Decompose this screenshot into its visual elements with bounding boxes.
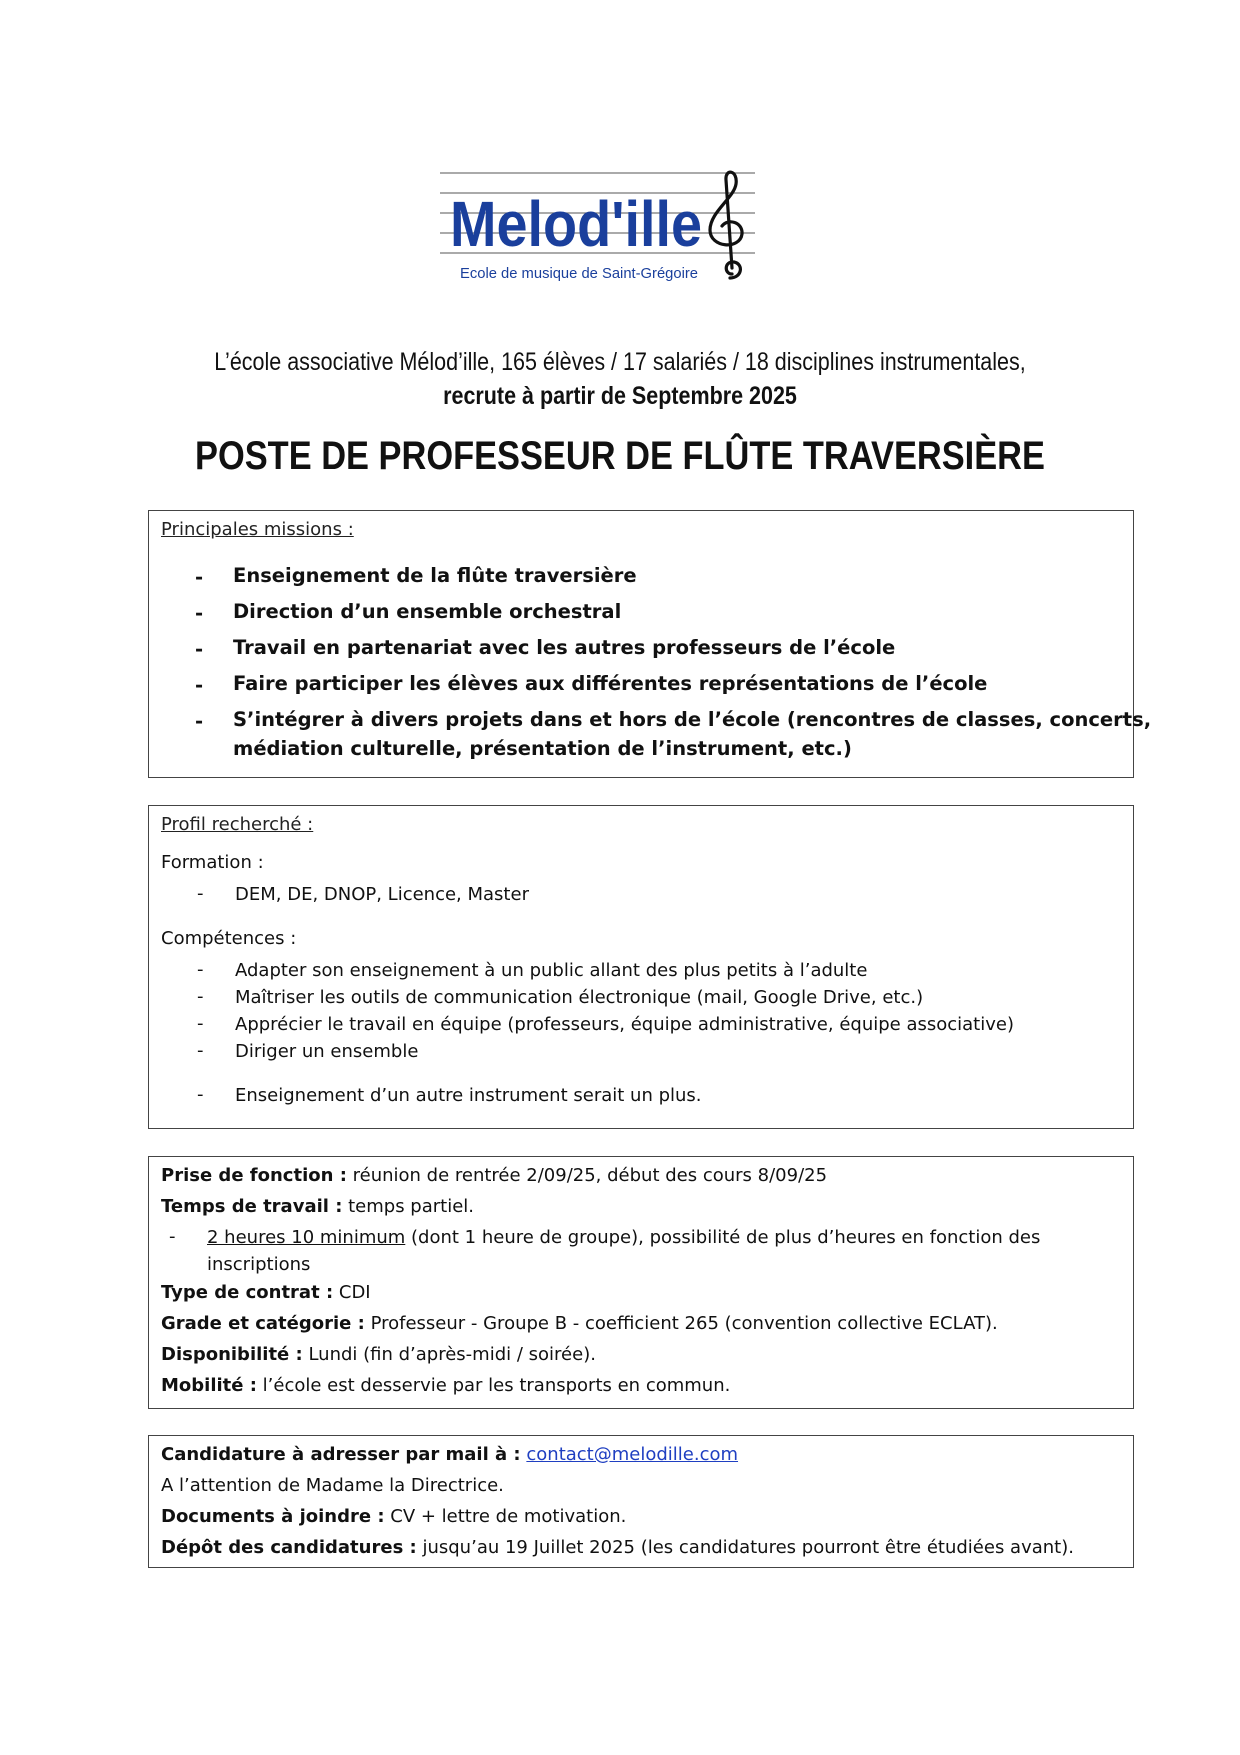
intro-line: L’école associative Mélod’ille, 165 élèves / 17 salariés / 18 disciplines instrumentales, xyxy=(214,348,1026,376)
application-box xyxy=(148,1435,1134,1568)
missions-box xyxy=(148,510,1152,778)
mission-item: Faire participer les élèves aux différentes représentations de l’école xyxy=(233,672,988,695)
prise-label: Prise de fonction : xyxy=(161,1165,347,1186)
mission-item: Enseignement de la flûte traversière xyxy=(233,564,637,587)
heures-minimum: 2 heures 10 minimum xyxy=(207,1227,406,1248)
temps-value: temps partiel. xyxy=(342,1196,475,1217)
documents-a-joindre xyxy=(161,1504,626,1530)
bullet-dash: - xyxy=(195,710,204,733)
page-title: POSTE DE PROFESSEUR DE FLÛTE TRAVERSIÈRE xyxy=(195,434,1045,478)
bullet-dash: - xyxy=(197,959,204,980)
attention-line: A l’attention de Madame la Directrice. xyxy=(161,1475,504,1496)
bullet-dash: - xyxy=(197,883,204,904)
competence-item: Diriger un ensemble xyxy=(235,1041,419,1062)
prise-de-fonction xyxy=(161,1163,827,1189)
profile-label: Profil recherché : xyxy=(161,814,314,835)
missions-label: Principales missions : xyxy=(161,519,354,540)
competence-item: Apprécier le travail en équipe (professeurs, équipe administrative, équipe associative) xyxy=(235,1014,1014,1035)
bullet-dash: - xyxy=(195,674,204,697)
logo-subtitle: Ecole de musique de Saint-Grégoire xyxy=(460,265,698,282)
conditions-box xyxy=(148,1156,1134,1409)
adresse-label: Candidature à adresser par mail à : xyxy=(161,1444,521,1465)
depot-label: Dépôt des candidatures : xyxy=(161,1537,417,1558)
competence-item: Maîtriser les outils de communication électronique (mail, Google Drive, etc.) xyxy=(235,987,924,1008)
temps-de-travail xyxy=(161,1194,474,1220)
logo-name: Melod'ille xyxy=(450,188,702,260)
mobilite-label: Mobilité : xyxy=(161,1375,257,1396)
depot-candidatures xyxy=(161,1535,1074,1561)
bullet-dash: - xyxy=(197,1084,204,1105)
grade-value: Professeur - Groupe B - coefficient 265 (convention collective ECLAT). xyxy=(364,1313,998,1334)
depot-value: jusqu’au 19 Juillet 2025 (les candidatures pourront être étudiées avant). xyxy=(416,1537,1074,1558)
treble-clef-icon xyxy=(710,172,742,278)
mobilite xyxy=(161,1373,730,1399)
contact-email-link[interactable]: contact@melodille.com xyxy=(526,1444,739,1465)
prise-value: réunion de rentrée 2/09/25, début des cours 8/09/25 xyxy=(346,1165,828,1186)
heures-detail: (dont 1 heure de groupe), possibilité de plus d’heures en fonction des xyxy=(405,1227,1041,1248)
logo-graphic xyxy=(440,168,760,298)
bullet-dash: - xyxy=(197,986,204,1007)
bullet-dash: - xyxy=(195,638,204,661)
grade-label: Grade et catégorie : xyxy=(161,1313,365,1334)
formation-label: Formation : xyxy=(161,852,264,873)
bullet-dash: - xyxy=(169,1226,176,1247)
heures-continued: inscriptions xyxy=(207,1254,311,1275)
temps-label: Temps de travail : xyxy=(161,1196,343,1217)
intro-recruit-line: recrute à partir de Septembre 2025 xyxy=(443,382,797,410)
dispo-value: Lundi (fin d’après-midi / soirée). xyxy=(302,1344,596,1365)
competence-item: Enseignement d’un autre instrument serait un plus. xyxy=(235,1085,702,1106)
profile-box xyxy=(148,805,1134,1129)
grade-et-categorie xyxy=(161,1311,998,1337)
mission-item: Travail en partenariat avec les autres professeurs de l’école xyxy=(233,636,896,659)
mission-item: Direction d’un ensemble orchestral xyxy=(233,600,622,623)
mission-item-continued: médiation culturelle, présentation de l’instrument, etc.) xyxy=(233,737,852,760)
heures-item xyxy=(207,1225,1040,1251)
competences-label: Compétences : xyxy=(161,928,297,949)
candidature-adresse xyxy=(161,1442,738,1468)
mission-item: S’intégrer à divers projets dans et hors de l’école (rencontres de classes, concerts, xyxy=(233,708,1152,731)
disponibilite xyxy=(161,1342,596,1368)
contrat-label: Type de contrat : xyxy=(161,1282,334,1303)
formation-item: DEM, DE, DNOP, Licence, Master xyxy=(235,884,529,905)
type-de-contrat xyxy=(161,1280,371,1306)
logo xyxy=(440,168,760,298)
bullet-dash: - xyxy=(197,1013,204,1034)
intro xyxy=(0,345,1240,413)
documents-value: CV + lettre de motivation. xyxy=(384,1506,627,1527)
bullet-dash: - xyxy=(195,566,204,589)
bullet-dash: - xyxy=(195,602,204,625)
bullet-dash: - xyxy=(197,1040,204,1061)
dispo-label: Disponibilité : xyxy=(161,1344,303,1365)
mobilite-value: l’école est desservie par les transports en commun. xyxy=(256,1375,731,1396)
documents-label: Documents à joindre : xyxy=(161,1506,385,1527)
contrat-value: CDI xyxy=(333,1282,371,1303)
competence-item: Adapter son enseignement à un public allant des plus petits à l’adulte xyxy=(235,960,868,981)
